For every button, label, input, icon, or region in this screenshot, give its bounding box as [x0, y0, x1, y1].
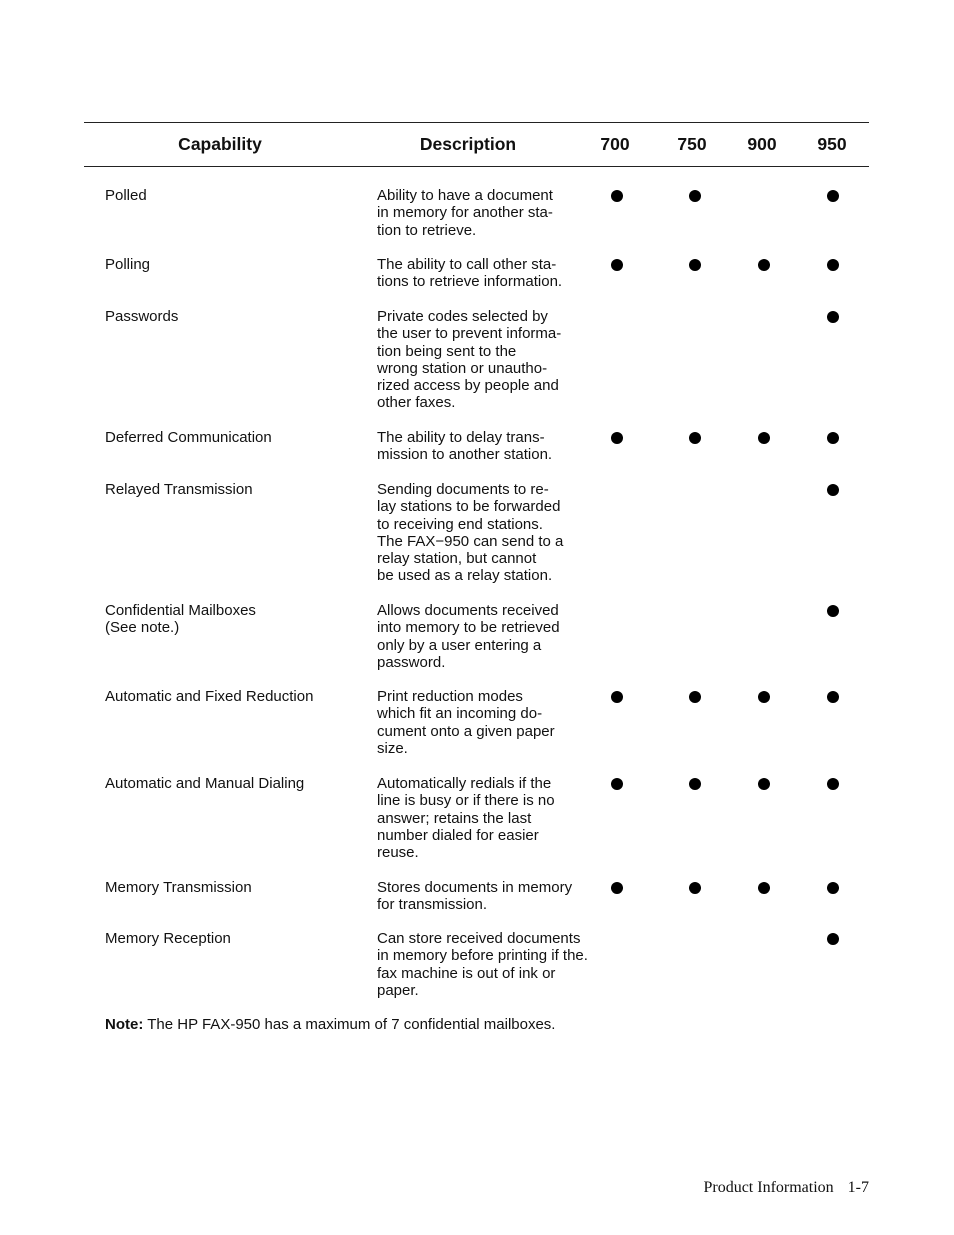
header-capability: Capability [178, 134, 262, 154]
header-model-900: 900 [747, 134, 777, 154]
description-cell: The ability to delay trans- mission to another station. [377, 429, 553, 464]
header-model-700: 700 [600, 134, 630, 154]
description-cell: Sending documents to re- lay stations to be forwarded to receiving end stations. The FAX−950 can send to a relay station, but cannot be used as a relay station. [377, 481, 564, 585]
capability-cell: Polling [105, 256, 151, 273]
capability-cell: Polled [105, 187, 147, 204]
supported-dot-icon [689, 259, 701, 271]
supported-dot-icon [611, 432, 623, 444]
supported-dot-icon [758, 259, 770, 271]
capability-cell: Passwords [105, 308, 179, 325]
description-cell: Stores documents in memory for transmission. [377, 879, 573, 914]
supported-dot-icon [611, 259, 623, 271]
supported-dot-icon [689, 432, 701, 444]
header-description: Description [419, 134, 517, 154]
capability-cell: Memory Transmission [105, 879, 252, 896]
capability-cell: Confidential Mailboxes (See note.) [105, 602, 256, 637]
table-top-rule [84, 122, 869, 123]
description-cell: Allows documents received into memory to be retrieved only by a user entering a password. [377, 602, 560, 671]
note-label: Note: [105, 1016, 144, 1033]
supported-dot-icon [827, 190, 839, 202]
supported-dot-icon [758, 882, 770, 894]
supported-dot-icon [827, 882, 839, 894]
supported-dot-icon [758, 778, 770, 790]
description-cell: Print reduction modes which fit an incoming do- cument onto a given paper size. [377, 688, 555, 757]
supported-dot-icon [611, 882, 623, 894]
table-header-rule [84, 166, 869, 167]
supported-dot-icon [611, 190, 623, 202]
description-cell: Private codes selected by the user to prevent informa- tion being sent to the wrong station or unautho- rized access by people and other faxes. [377, 308, 562, 412]
description-cell: Ability to have a document in memory for another sta- tion to retrieve. [377, 187, 553, 239]
supported-dot-icon [689, 882, 701, 894]
supported-dot-icon [689, 190, 701, 202]
capability-cell: Deferred Communication [105, 429, 272, 446]
footnote [105, 1016, 555, 1034]
footer-section-title: Product Information [703, 1179, 834, 1196]
note-text: The HP FAX-950 has a maximum of 7 confidential mailboxes. [143, 1016, 556, 1033]
capability-cell: Relayed Transmission [105, 481, 253, 498]
page-number: 1-7 [847, 1179, 869, 1196]
description-cell: The ability to call other sta- tions to retrieve information. [377, 256, 563, 291]
supported-dot-icon [827, 933, 839, 945]
supported-dot-icon [689, 691, 701, 703]
page-footer [703, 1178, 869, 1198]
supported-dot-icon [611, 691, 623, 703]
supported-dot-icon [758, 432, 770, 444]
header-model-950: 950 [817, 134, 847, 154]
supported-dot-icon [827, 484, 839, 496]
capability-cell: Automatic and Manual Dialing [105, 775, 305, 792]
supported-dot-icon [827, 432, 839, 444]
supported-dot-icon [827, 259, 839, 271]
supported-dot-icon [827, 778, 839, 790]
capability-cell: Automatic and Fixed Reduction [105, 688, 314, 705]
supported-dot-icon [689, 778, 701, 790]
supported-dot-icon [827, 311, 839, 323]
supported-dot-icon [827, 605, 839, 617]
description-cell: Automatically redials if the line is busy or if there is no answer; retains the last number dialed for easier reuse. [377, 775, 555, 862]
supported-dot-icon [827, 691, 839, 703]
supported-dot-icon [611, 778, 623, 790]
header-model-750: 750 [677, 134, 707, 154]
description-cell: Can store received documents in memory before printing if the. fax machine is out of ink or paper. [377, 930, 588, 999]
supported-dot-icon [758, 691, 770, 703]
capability-cell: Memory Reception [105, 930, 231, 947]
